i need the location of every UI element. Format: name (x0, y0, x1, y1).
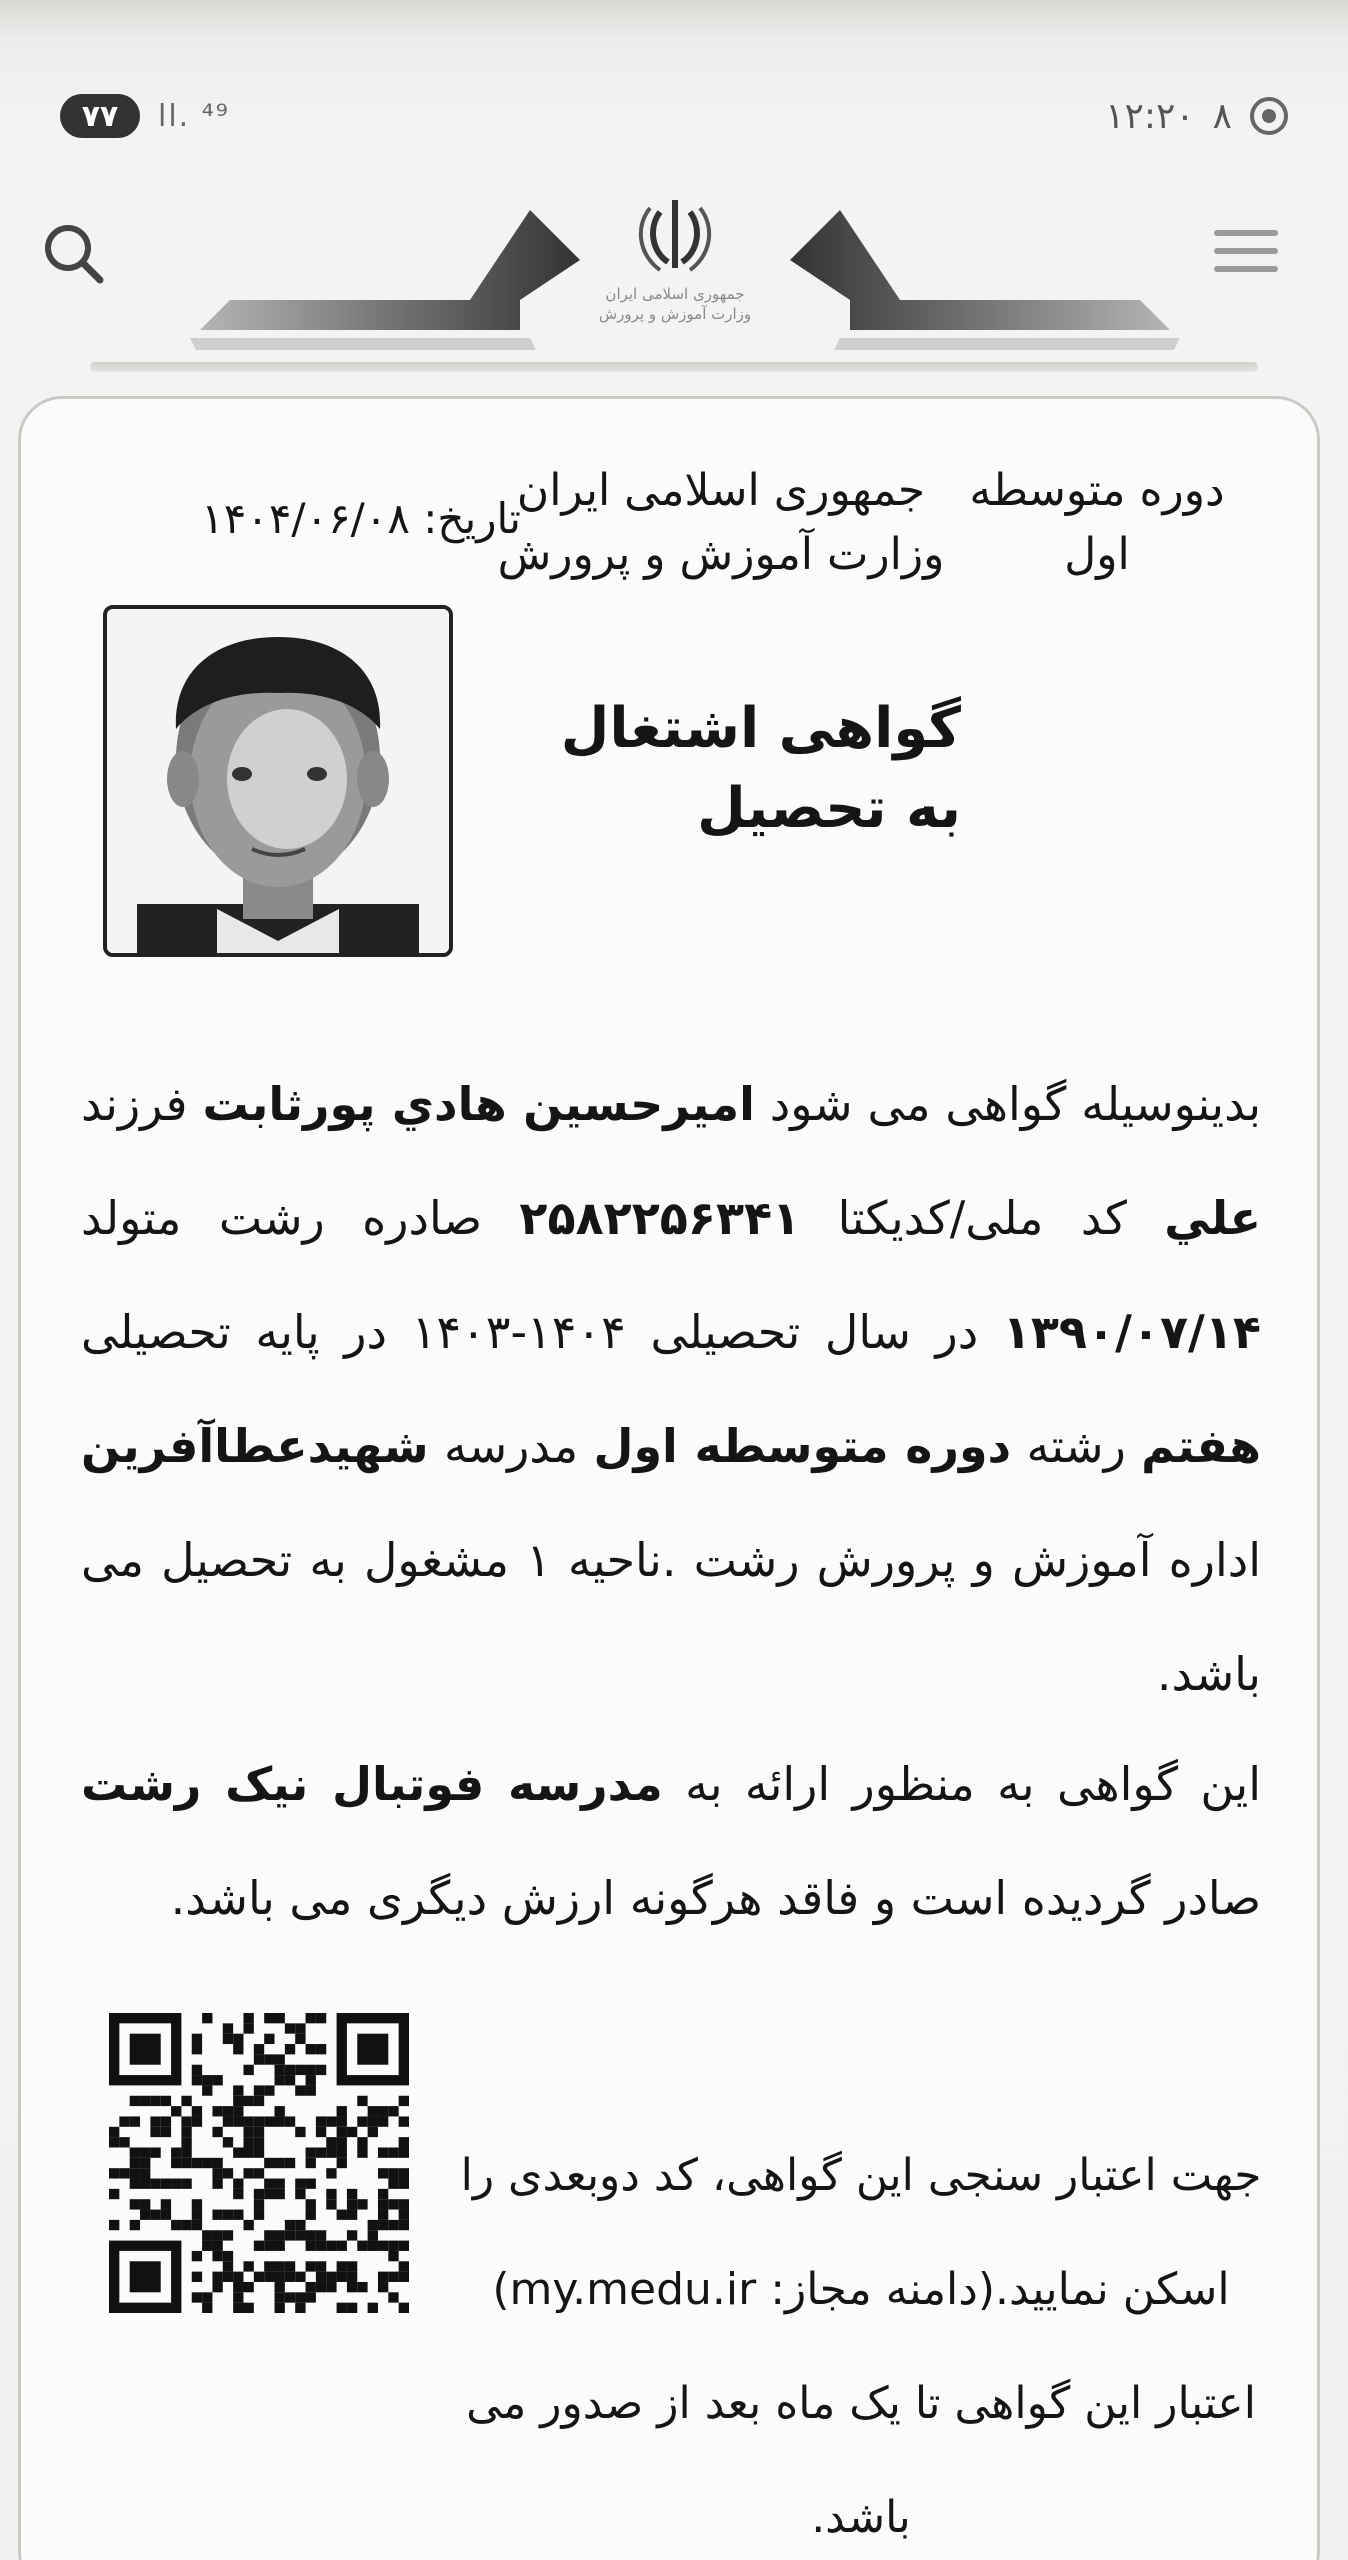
emblem (570, 190, 780, 350)
emblem-line-2: وزارت آموزش و پرورش (598, 305, 752, 323)
father-name: علي (1164, 1191, 1261, 1245)
education-level: دوره متوسطه اول (593, 1419, 1012, 1473)
purpose-text-1: این گواهی به منظور ارائه به (662, 1757, 1261, 1811)
body-text-4: صادره رشت متولد (81, 1191, 520, 1245)
body-text-3: کد ملی/کدیکتا (800, 1191, 1165, 1245)
birth-date: ۱۳۹۰/۰۷/۱۴ (1002, 1305, 1261, 1359)
header-divider (90, 362, 1258, 372)
body-text-1: بدینوسیله گواهی می شود (754, 1077, 1262, 1131)
purpose-text-2: صادر گردیده است و فاقد هرگونه ارزش دیگری می باشد. (170, 1871, 1261, 1925)
iran-emblem-icon (630, 190, 720, 280)
whatsapp-icon (1250, 97, 1288, 135)
status-right (1105, 96, 1288, 137)
recipient-name: مدرسه فوتبال نیک رشت (81, 1757, 663, 1811)
certificate-date: تاریخ: ۱۴۰۴/۰۶/۰۸ (201, 494, 521, 543)
status-left (60, 94, 230, 138)
certificate-title: گواهی اشتغال به تحصیل (560, 696, 961, 841)
hamburger-menu-icon[interactable] (1214, 230, 1278, 280)
verification-qr-code (109, 2013, 409, 2313)
body-text-6: رشته (1011, 1419, 1142, 1473)
certificate-body (81, 1047, 1261, 1731)
status-bar (60, 86, 1288, 146)
student-photo-image (107, 609, 449, 953)
body-text-8: اداره آموزش و پرورش رشت .ناحیه ۱ مشغول به تحصیل می باشد. (81, 1533, 1262, 1701)
notification-indicator: ۸ (1212, 95, 1232, 137)
clock: ۱۲:۲۰ (1105, 95, 1195, 137)
issuer-line-2: وزارت آموزش و پرورش (497, 529, 945, 580)
verification-note: جهت اعتبار سنجی این گواهی، کد دوبعدی را اسکن نمایید.(دامنه مجاز: my.medu.ir) اعتبار این گواهی تا یک ماه بعد از صدور می باشد. (460, 2150, 1262, 2543)
search-icon[interactable] (40, 220, 106, 286)
emblem-line-1: جمهوری اسلامی ایران (605, 285, 745, 303)
signal-icon: ll. ⁴⁹ (158, 98, 230, 134)
certificate-card (18, 396, 1320, 2560)
issuer-line-1: جمهوری اسلامی ایران (516, 465, 926, 516)
course-level: دوره متوسطه اول (969, 465, 1225, 580)
battery-icon: ۷۷ (60, 94, 140, 138)
student-name: امیرحسین هادي پورثابت (202, 1077, 755, 1131)
body-text-5: در سال تحصیلی ۱۴۰۴-۱۴۰۳ در پایه تحصیلی (81, 1305, 1003, 1359)
national-code: ۲۵۸۲۲۵۶۳۴۱ (519, 1191, 801, 1245)
certificate-purpose (81, 1727, 1261, 1955)
school-name: شهیدعطاآفرین (81, 1419, 429, 1473)
issuer-block (491, 459, 951, 587)
body-text-2: فرزند (81, 1077, 203, 1131)
student-photo (103, 605, 453, 957)
app-header (0, 160, 1348, 370)
grade: هفتم (1141, 1419, 1261, 1473)
body-text-7: مدرسه (428, 1419, 594, 1473)
